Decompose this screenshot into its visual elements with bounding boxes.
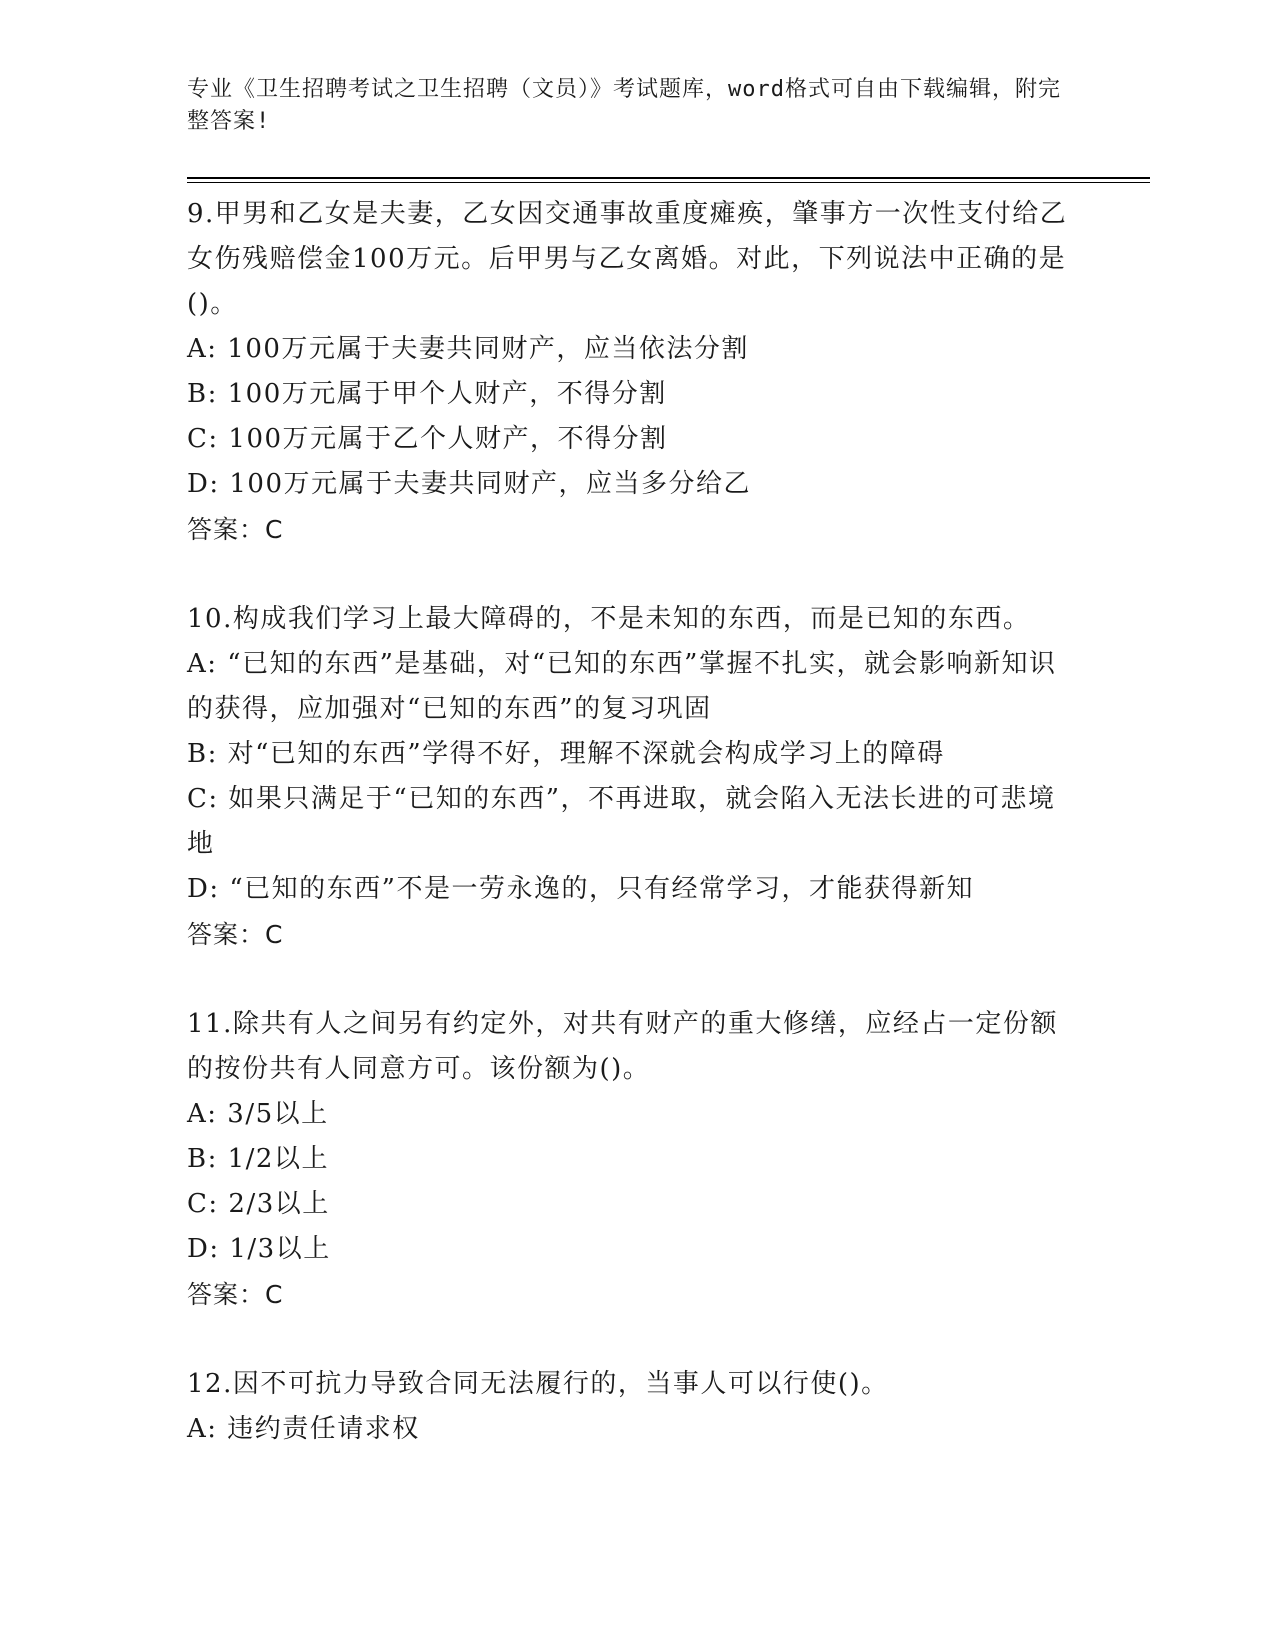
question-stem: 10.构成我们学习上最大障碍的，不是未知的东西，而是已知的东西。 — [187, 604, 1031, 634]
option-c: C: 如果只满足于“已知的东西”，不再进取，就会陷入无法长进的可悲境地 — [187, 784, 1056, 859]
answer: 答案：C — [187, 1280, 284, 1309]
question-list — [187, 192, 1077, 1497]
answer: 答案：C — [187, 920, 284, 949]
question-10 — [187, 597, 1077, 957]
question-11 — [187, 1002, 1077, 1317]
option-a: A: “已知的东西”是基础，对“已知的东西”掌握不扎实，就会影响新知识的获得，应加强对“已知的东西”的复习巩固 — [187, 649, 1057, 724]
option-c: C: 100万元属于乙个人财产，不得分割 — [187, 424, 668, 454]
question-stem: 9.甲男和乙女是夫妻，乙女因交通事故重度瘫痪，肇事方一次性支付给乙女伤残赔偿金100万元。后甲男与乙女离婚。对此，下列说法中正确的是()。 — [187, 199, 1068, 319]
option-a: A: 100万元属于夫妻共同财产，应当依法分割 — [187, 334, 749, 364]
header-rule-thin — [187, 182, 1150, 183]
question-stem: 11.除共有人之间另有约定外，对共有财产的重大修缮，应经占一定份额的按份共有人同意方可。该份额为()。 — [187, 1009, 1058, 1084]
option-b: B: 对“已知的东西”学得不好，理解不深就会构成学习上的障碍 — [187, 739, 945, 769]
question-9 — [187, 192, 1077, 552]
option-c: C: 2/3以上 — [187, 1189, 330, 1219]
option-a: A: 违约责任请求权 — [187, 1414, 420, 1444]
question-12 — [187, 1362, 1077, 1452]
option-b: B: 100万元属于甲个人财产，不得分割 — [187, 379, 667, 409]
option-d: D: 1/3以上 — [187, 1234, 331, 1264]
option-a: A: 3/5以上 — [187, 1099, 329, 1129]
header-rule-thick — [187, 177, 1150, 179]
option-d: D: “已知的东西”不是一劳永逸的，只有经常学习，才能获得新知 — [187, 874, 974, 904]
option-b: B: 1/2以上 — [187, 1144, 329, 1174]
question-stem: 12.因不可抗力导致合同无法履行的，当事人可以行使()。 — [187, 1369, 889, 1399]
option-d: D: 100万元属于夫妻共同财产，应当多分给乙 — [187, 469, 751, 499]
document-header: 专业《卫生招聘考试之卫生招聘（文员）》考试题库，word格式可自由下载编辑，附完整答案! — [187, 77, 1061, 134]
answer: 答案：C — [187, 515, 284, 544]
